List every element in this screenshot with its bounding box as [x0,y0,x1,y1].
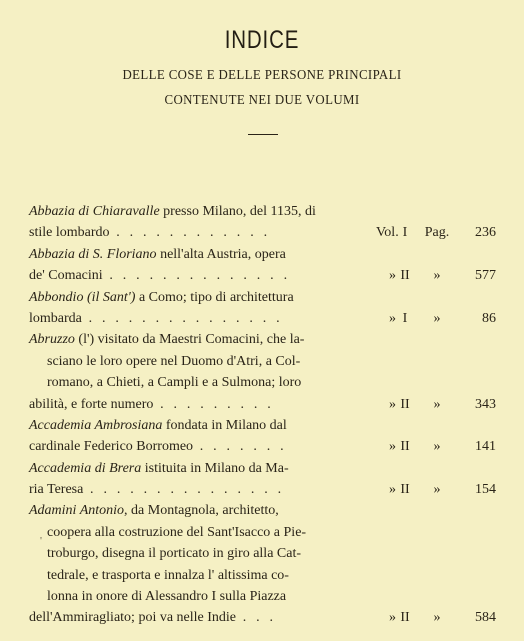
page-number: 236 [475,225,496,241]
index-line-text [29,479,284,500]
page-subtitle-line-1: DELLE COSE E DELLE PERSONE PRINCIPALI [122,68,402,83]
index-line-text [47,372,301,393]
page-number: 577 [475,268,496,284]
page-title: INDICE [224,26,300,54]
leader-dots: . . . . . . . . . . . . . . . [81,310,283,326]
index-line [0,222,524,243]
index-line-text [47,522,306,543]
index-line [0,201,524,222]
leader-dots: . . . . . . . [193,439,287,455]
index-line-text [29,265,290,286]
page-label: » [433,310,441,326]
volume-label: » [389,396,396,412]
index-entry-text: ria Teresa [29,482,84,498]
index-line [0,287,524,308]
volume-label: » [389,268,396,284]
index-entry-text: troburgo, disegna il porticato in giro alla Cat- [47,546,302,562]
index-entry-heading: Abbazia di S. Floriano [29,246,157,262]
index-line-text [29,329,304,350]
index-entry-text: lonna in onore di Alessandro I sulla Piazza [47,589,287,605]
page-label: » [433,396,441,412]
volume-number: II [400,439,410,455]
section-divider [248,134,278,135]
index-line [0,351,524,372]
page-subtitle-line-2: CONTENUTE NEI DUE VOLUMI [164,93,360,108]
index-entry-text: stile lombardo [29,225,110,241]
page-label: » [433,268,441,284]
volume-number: II [400,396,410,412]
index-line-text [29,201,316,222]
page-label: Pag. [424,225,450,241]
index-entry-text: romano, a Chieti, a Campli e a Sulmona; loro [47,375,302,391]
index-entry-text: dell'Ammiragliato; poi va nelle Indie [29,610,237,626]
index-entry-heading: Accademia Ambrosiana [29,417,163,433]
index-line [0,500,524,521]
index-line [0,522,524,543]
page-label: » [433,439,441,455]
volume-label: » [389,310,396,326]
index-line-text [29,287,294,308]
index-entry-text: coopera alla costruzione del Sant'Isacco a Pie- [47,524,307,540]
page-number: 141 [475,439,496,455]
index-entry-text: (l') visitato da Maestri Comacini, che la- [74,332,305,348]
index-line [0,308,524,329]
index-entry-heading: Abruzzo [29,332,75,348]
index-line [0,607,524,628]
index-line [0,372,524,393]
index-line-text [47,351,300,372]
page-number: 86 [482,310,496,326]
index-line [0,458,524,479]
index-entry-text: sciano le loro opere nel Duomo d'Atri, a Col- [47,353,301,369]
index-entries [0,201,524,629]
index-entry-text: istituita in Milano da Ma- [141,460,289,476]
page-label: » [433,610,441,626]
index-line-text [29,436,287,457]
index-entry-text: nell'alta Austria, opera [156,246,286,262]
index-entry-text: tedrale, e trasporta e innalza l' altissima co- [47,567,289,583]
index-line [0,415,524,436]
index-line-text [29,394,274,415]
index-line [0,565,524,586]
index-line [0,436,524,457]
index-line [0,265,524,286]
print-mark: ' [40,535,42,547]
index-line [0,586,524,607]
index-entry-text: abilità, e forte numero [29,396,154,412]
page-number: 584 [475,610,496,626]
leader-dots: . . . . . . . . . . . . [109,225,271,241]
index-entry-text: de' Comacini [29,268,103,284]
index-line [0,479,524,500]
index-line [0,329,524,350]
page-label: » [433,482,441,498]
volume-label: » [389,482,396,498]
volume-label: Vol. [376,225,399,241]
index-line [0,543,524,564]
page-number: 154 [475,482,496,498]
index-entry-heading: Adamini Antonio [29,503,125,519]
index-entry-text: a Como; tipo di architettura [135,289,294,305]
index-line-text [47,543,301,564]
index-entry-heading: Abbondio (il Sant') [29,289,136,305]
leader-dots: . . . . . . . . . [153,396,275,412]
volume-number: II [400,610,410,626]
index-entry-text: lombarda [29,310,82,326]
index-entry-text: cardinale Federico Borromeo [29,439,194,455]
index-line-text [29,222,270,243]
index-entry-text: presso Milano, del 1135, di [159,204,316,219]
volume-number: I [402,225,408,241]
leader-dots: . . . . . . . . . . . . . . . [83,482,285,498]
index-line-text [29,607,276,628]
leader-dots: . . . . . . . . . . . . . . [102,268,291,284]
index-line-text [29,308,283,329]
index-entry-text: fondata in Milano dal [162,417,287,433]
index-line-text [29,500,279,521]
leader-dots: . . . [236,610,277,626]
volume-number: II [400,268,410,284]
index-entry-text: , da Montagnola, architetto, [124,503,279,519]
index-entry-heading: Accademia di Brera [29,460,142,476]
index-line-text [47,565,289,586]
index-line-text [29,415,287,436]
volume-label: » [389,439,396,455]
index-line [0,394,524,415]
volume-label: » [389,610,396,626]
index-line-text [29,244,286,265]
index-line-text [29,458,289,479]
volume-number: I [402,310,408,326]
index-entry-heading: Abbazia di Chiaravalle [29,204,160,219]
volume-number: II [400,482,410,498]
index-line-text [47,586,286,607]
index-line [0,244,524,265]
page-number: 343 [475,396,496,412]
